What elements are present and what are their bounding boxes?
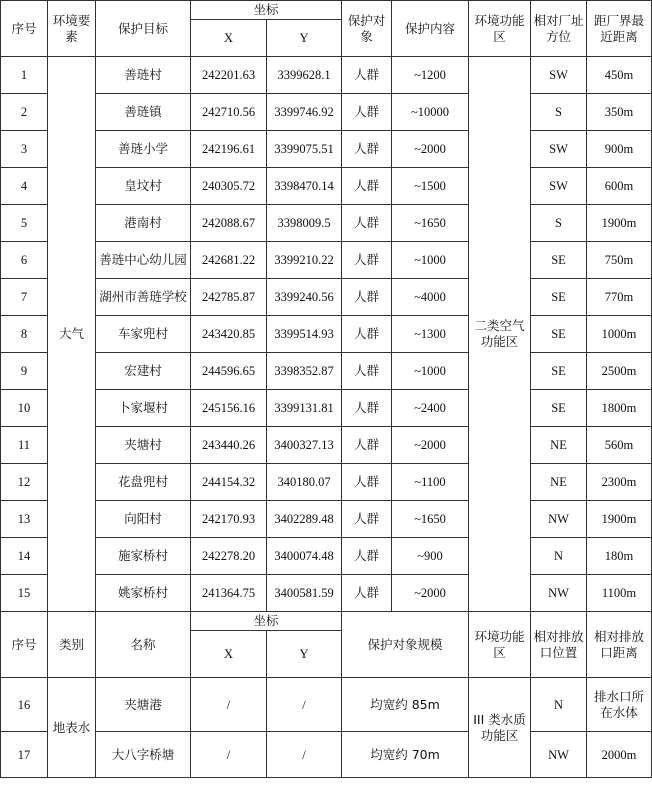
row-x: 242170.93 [191, 501, 267, 538]
water-header-x: X [191, 631, 267, 678]
element-cell-air: 大气 [48, 57, 96, 612]
row-name: 姚家桥村 [96, 575, 191, 612]
row-seq: 13 [1, 501, 48, 538]
row-direction: SE [531, 353, 587, 390]
row-distance: 900m [587, 131, 652, 168]
row-distance: 1800m [587, 390, 652, 427]
row-seq: 16 [1, 678, 48, 732]
row-distance: 1900m [587, 205, 652, 242]
header-x: X [191, 20, 267, 57]
row-x: 242710.56 [191, 94, 267, 131]
row-distance: 2500m [587, 353, 652, 390]
row-direction: SW [531, 57, 587, 94]
row-direction: NW [531, 732, 587, 778]
table-row [1, 279, 652, 316]
row-distance: 2000m [587, 732, 652, 778]
water-header-y: Y [267, 631, 342, 678]
header-distance: 距厂界最近距离 [587, 1, 652, 57]
row-x: 244154.32 [191, 464, 267, 501]
row-seq: 6 [1, 242, 48, 279]
table-row [1, 94, 652, 131]
row-y: 3399746.92 [267, 94, 342, 131]
row-y: 3400327.13 [267, 427, 342, 464]
row-y: / [267, 678, 342, 732]
row-seq: 12 [1, 464, 48, 501]
row-y: / [267, 732, 342, 778]
row-content: ~2000 [392, 131, 469, 168]
row-content: ~4000 [392, 279, 469, 316]
category-cell-water: 地表水 [48, 678, 96, 778]
row-y: 3399514.93 [267, 316, 342, 353]
row-object: 人群 [342, 242, 392, 279]
row-seq: 9 [1, 353, 48, 390]
row-y: 3400074.48 [267, 538, 342, 575]
table-row [1, 732, 652, 778]
table-row [1, 464, 652, 501]
row-name: 善琏中心幼儿园 [96, 242, 191, 279]
row-name: 夹塘港 [96, 678, 191, 732]
row-object: 人群 [342, 131, 392, 168]
row-object: 人群 [342, 279, 392, 316]
row-x: 242088.67 [191, 205, 267, 242]
row-direction: SE [531, 316, 587, 353]
row-seq: 5 [1, 205, 48, 242]
row-y: 340180.07 [267, 464, 342, 501]
row-seq: 4 [1, 168, 48, 205]
row-object: 人群 [342, 353, 392, 390]
header-coord: 坐标 [191, 1, 342, 20]
row-name: 施家桥村 [96, 538, 191, 575]
row-object: 人群 [342, 316, 392, 353]
row-name: 夹塘村 [96, 427, 191, 464]
row-seq: 11 [1, 427, 48, 464]
row-direction: SW [531, 168, 587, 205]
table-row [1, 131, 652, 168]
table-row [1, 242, 652, 279]
row-seq: 14 [1, 538, 48, 575]
row-direction: NE [531, 427, 587, 464]
row-content: ~1000 [392, 242, 469, 279]
row-object: 人群 [342, 575, 392, 612]
row-name: 车家兜村 [96, 316, 191, 353]
row-direction: SW [531, 131, 587, 168]
row-x: 242201.63 [191, 57, 267, 94]
row-name: 善琏村 [96, 57, 191, 94]
row-content: ~2000 [392, 575, 469, 612]
header-target: 保护目标 [96, 1, 191, 57]
water-header-zone: 环境功能区 [469, 612, 531, 678]
row-distance: 450m [587, 57, 652, 94]
row-y: 3402289.48 [267, 501, 342, 538]
table-row [1, 353, 652, 390]
row-name: 港南村 [96, 205, 191, 242]
row-y: 3400581.59 [267, 575, 342, 612]
water-header-row-1 [1, 612, 652, 631]
row-object: 人群 [342, 168, 392, 205]
row-object: 人群 [342, 57, 392, 94]
row-distance: 560m [587, 427, 652, 464]
row-name: 善琏镇 [96, 94, 191, 131]
row-object: 人群 [342, 205, 392, 242]
row-content: ~2400 [392, 390, 469, 427]
water-header-seq: 序号 [1, 612, 48, 678]
row-object: 人群 [342, 538, 392, 575]
row-seq: 8 [1, 316, 48, 353]
row-y: 3399210.22 [267, 242, 342, 279]
row-x: 242681.22 [191, 242, 267, 279]
row-content: ~1000 [392, 353, 469, 390]
row-content: ~1650 [392, 205, 469, 242]
row-direction: SE [531, 242, 587, 279]
table-row [1, 427, 652, 464]
row-distance: 180m [587, 538, 652, 575]
header-content: 保护内容 [392, 1, 469, 57]
table-row [1, 501, 652, 538]
table-row [1, 205, 652, 242]
table-row [1, 575, 652, 612]
row-seq: 7 [1, 279, 48, 316]
water-header-name: 名称 [96, 612, 191, 678]
row-content: ~1500 [392, 168, 469, 205]
table-row [1, 57, 652, 94]
row-direction: N [531, 538, 587, 575]
row-seq: 2 [1, 94, 48, 131]
row-y: 3399240.56 [267, 279, 342, 316]
row-direction: S [531, 205, 587, 242]
row-name: 大八字桥塘 [96, 732, 191, 778]
row-seq: 3 [1, 131, 48, 168]
water-header-direction: 相对排放口位置 [531, 612, 587, 678]
table-row [1, 390, 652, 427]
row-distance: 600m [587, 168, 652, 205]
row-content: ~2000 [392, 427, 469, 464]
row-direction: SE [531, 279, 587, 316]
row-distance: 1100m [587, 575, 652, 612]
row-direction: N [531, 678, 587, 732]
header-direction: 相对厂址方位 [531, 1, 587, 57]
table-row [1, 316, 652, 353]
row-distance: 1900m [587, 501, 652, 538]
row-object: 人群 [342, 94, 392, 131]
air-header-row-1 [1, 1, 652, 20]
row-seq: 15 [1, 575, 48, 612]
row-x: 243440.26 [191, 427, 267, 464]
row-distance: 770m [587, 279, 652, 316]
row-distance: 2300m [587, 464, 652, 501]
zone-cell-air: 二类空气功能区 [469, 57, 531, 612]
row-direction: S [531, 94, 587, 131]
water-header-coord: 坐标 [191, 612, 342, 631]
row-content: ~10000 [392, 94, 469, 131]
row-distance: 排水口所在水体 [587, 678, 652, 732]
water-header-scale: 保护对象规模 [342, 612, 469, 678]
row-distance: 1000m [587, 316, 652, 353]
row-x: 240305.72 [191, 168, 267, 205]
row-scale: 均宽约 85m [342, 678, 469, 732]
row-direction: NW [531, 575, 587, 612]
header-object: 保护对象 [342, 1, 392, 57]
row-seq: 10 [1, 390, 48, 427]
row-distance: 350m [587, 94, 652, 131]
row-seq: 1 [1, 57, 48, 94]
row-name: 湖州市善琏学校 [96, 279, 191, 316]
header-y: Y [267, 20, 342, 57]
row-content: ~1300 [392, 316, 469, 353]
header-seq: 序号 [1, 1, 48, 57]
row-distance: 750m [587, 242, 652, 279]
row-name: 宏建村 [96, 353, 191, 390]
row-y: 3399131.81 [267, 390, 342, 427]
row-x: / [191, 732, 267, 778]
row-y: 3398352.87 [267, 353, 342, 390]
table-row [1, 538, 652, 575]
row-content: ~1650 [392, 501, 469, 538]
row-scale: 均宽约 70m [342, 732, 469, 778]
row-y: 3398470.14 [267, 168, 342, 205]
row-name: 善琏小学 [96, 131, 191, 168]
row-name: 皇坟村 [96, 168, 191, 205]
zone-cell-water: III 类水质功能区 [469, 678, 531, 778]
row-object: 人群 [342, 427, 392, 464]
water-header-distance: 相对排放口距离 [587, 612, 652, 678]
row-direction: NE [531, 464, 587, 501]
row-name: 花盘兜村 [96, 464, 191, 501]
row-y: 3399628.1 [267, 57, 342, 94]
row-direction: NW [531, 501, 587, 538]
row-name: 卜家堰村 [96, 390, 191, 427]
header-element: 环境要素 [48, 1, 96, 57]
row-direction: SE [531, 390, 587, 427]
row-x: / [191, 678, 267, 732]
water-header-category: 类别 [48, 612, 96, 678]
row-x: 244596.65 [191, 353, 267, 390]
row-content: ~1100 [392, 464, 469, 501]
row-object: 人群 [342, 501, 392, 538]
row-seq: 17 [1, 732, 48, 778]
row-x: 242785.87 [191, 279, 267, 316]
row-content: ~900 [392, 538, 469, 575]
row-y: 3399075.51 [267, 131, 342, 168]
row-content: ~1200 [392, 57, 469, 94]
row-x: 243420.85 [191, 316, 267, 353]
table-row [1, 678, 652, 732]
header-zone: 环境功能区 [469, 1, 531, 57]
row-x: 245156.16 [191, 390, 267, 427]
row-x: 242278.20 [191, 538, 267, 575]
row-object: 人群 [342, 390, 392, 427]
row-name: 向阳村 [96, 501, 191, 538]
row-y: 3398009.5 [267, 205, 342, 242]
table-row [1, 168, 652, 205]
row-object: 人群 [342, 464, 392, 501]
row-x: 242196.61 [191, 131, 267, 168]
row-x: 241364.75 [191, 575, 267, 612]
